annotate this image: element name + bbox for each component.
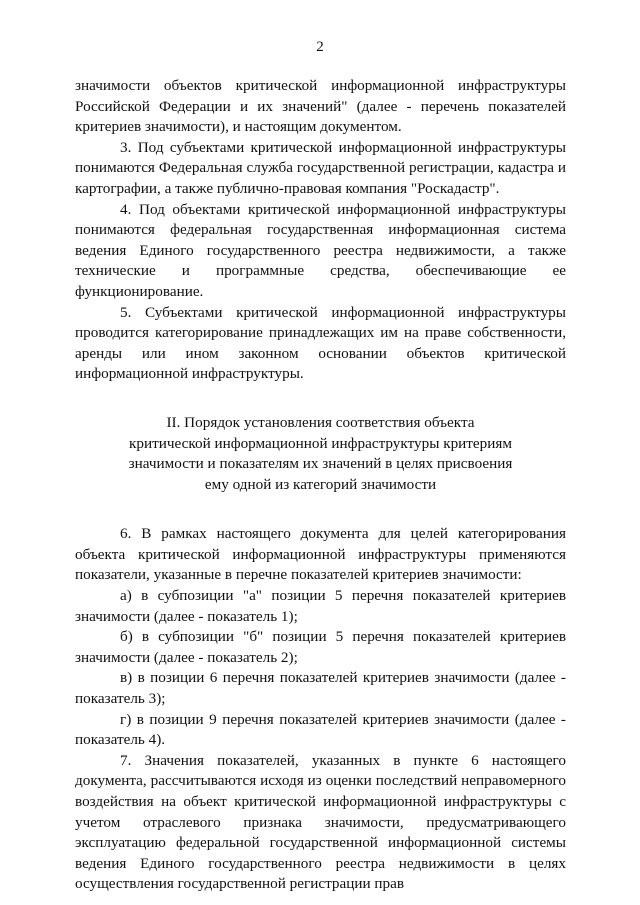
section-heading-line: значимости и показателям их значений в целях присвоения (128, 455, 513, 473)
document-body (75, 76, 566, 895)
paragraph-continuation: значимости объектов критической информационной инфраструктуры Российской Федерации и их значений" (далее - перечень показателей критериев значимости), и настоящим документом. (75, 77, 566, 136)
subitem-g: г) в позиции 9 перечня показателей критериев значимости (далее - показатель 4). (75, 710, 566, 749)
paragraph-7: 7. Значения показателей, указанных в пункте 6 настоящего документа, рассчитываются исходя из оценки последствий неправомерного воздействия на объект критической информационной инфраструктуры с учетом отраслевого признака значимости, предусматривающего эксплуатацию федеральной государственной информационной системы ведения Единого государственного реестра недвижимости в целях осуществления государственной регистрации прав (75, 751, 566, 893)
page-number: 2 (316, 39, 324, 55)
subitem-a: а) в субпозиции "а" позиции 5 перечня показателей критериев значимости (далее - показатель 1); (75, 587, 566, 625)
paragraph-5: 5. Субъектами критической информационной инфраструктуры проводится категорирование принадлежащих им на праве собственности, аренды или ином законном основании объектов критической информационной инфраструктуры. (75, 303, 566, 383)
paragraph-6: 6. В рамках настоящего документа для целей категорирования объекта критической информационной инфраструктуры применяются показатели, указанные в перечне показателей критериев значимости: (75, 525, 566, 584)
subitem-b: б) в субпозиции "б" позиции 5 перечня показателей критериев значимости (далее - показатель 2); (75, 628, 566, 666)
section-heading (75, 413, 566, 495)
section-heading-line: II. Порядок установления соответствия объекта (166, 413, 475, 431)
section-heading-line: ему одной из категорий значимости (204, 475, 437, 493)
paragraph-4: 4. Под объектами критической информационной инфраструктуры понимаются федеральная государственная информационная система ведения Единого государственного реестра недвижимости, а также технические и программные средства, обеспечивающие ее функционирование. (75, 200, 566, 300)
section-heading-line: критической информационной инфраструктуры критериям (129, 434, 512, 452)
paragraph-3: 3. Под субъектами критической информационной инфраструктуры понимаются Федеральная служба государственной регистрации, кадастра и картографии, а также публично-правовая компания "Роскадастр". (75, 138, 566, 197)
subitem-v: в) в позиции 6 перечня показателей критериев значимости (далее - показатель 3); (75, 669, 566, 708)
